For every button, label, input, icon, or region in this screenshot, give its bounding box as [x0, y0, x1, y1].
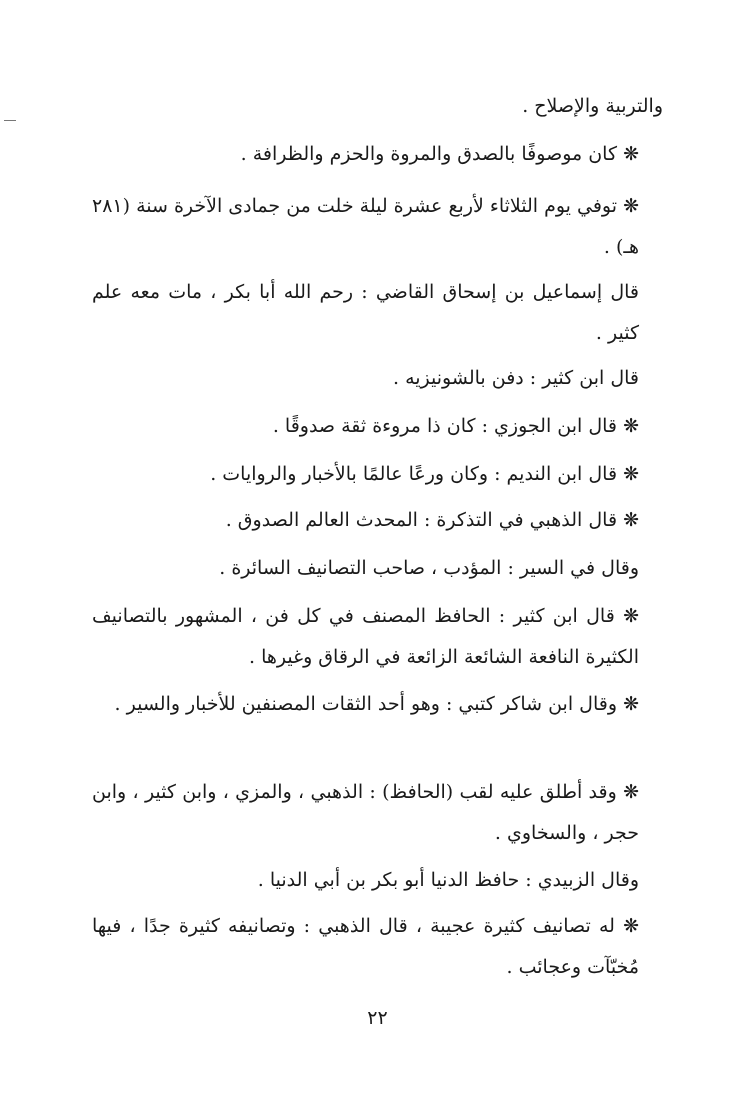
- paragraph: [92, 684, 663, 725]
- margin-mark: [4, 120, 16, 121]
- asterisk-icon: ❋: [623, 693, 639, 715]
- paragraph: [92, 134, 663, 175]
- asterisk-icon: ❋: [623, 509, 639, 531]
- paragraph-text: وقال في السير : المؤدب ، صاحب التصانيف السائرة .: [219, 557, 639, 579]
- paragraph: [92, 406, 663, 447]
- paragraph: [92, 860, 663, 901]
- paragraph: [92, 272, 663, 354]
- asterisk-icon: ❋: [623, 781, 639, 803]
- paragraph-text: وقد أطلق عليه لقب (الحافظ) : الذهبي ، والمزي ، وابن كثير ، وابن حجر ، والسخاوي .: [92, 781, 639, 844]
- paragraph-text: وقال ابن شاكر كتبي : وهو أحد الثقات المصنفين للأخبار والسير .: [114, 693, 618, 715]
- paragraph-text: قال ابن كثير : دفن بالشونيزيه .: [393, 367, 639, 389]
- paragraph-text: قال ابن الجوزي : كان ذا مروءة ثقة صدوقًا .: [272, 415, 618, 437]
- paragraph: [92, 186, 663, 268]
- paragraph-text: قال إسماعيل بن إسحاق القاضي : رحم الله أبا بكر ، مات معه علم كثير .: [92, 281, 639, 344]
- paragraph: [92, 86, 663, 127]
- paragraph: [92, 500, 663, 541]
- asterisk-icon: ❋: [623, 915, 639, 937]
- asterisk-icon: ❋: [623, 415, 639, 437]
- page-number: ٢٢: [367, 1007, 388, 1029]
- paragraph: [92, 596, 663, 678]
- paragraph-text: قال ابن النديم : وكان ورعًا عالمًا بالأخبار والروايات .: [210, 463, 618, 485]
- asterisk-icon: ❋: [623, 195, 639, 217]
- paragraph-text: توفي يوم الثلاثاء لأربع عشرة ليلة خلت من جمادى الآخرة سنة (٢٨١ هـ) .: [92, 195, 639, 258]
- paragraph-text: قال ابن كثير : الحافظ المصنف في كل فن ، المشهور بالتصانيف الكثيرة النافعة الشائعة الزائعة في الرقاق وغيرها .: [92, 605, 639, 668]
- paragraph-text: كان موصوفًا بالصدق والمروة والحزم والظرافة .: [240, 143, 618, 165]
- paragraph-text: وقال الزبيدي : حافظ الدنيا أبو بكر بن أبي الدنيا .: [257, 869, 639, 891]
- paragraph-text: والتربية والإصلاح .: [522, 95, 663, 117]
- asterisk-icon: ❋: [623, 605, 639, 627]
- asterisk-icon: ❋: [623, 143, 639, 165]
- paragraph: [92, 454, 663, 495]
- paragraph: [92, 772, 663, 854]
- paragraph-text: قال الذهبي في التذكرة : المحدث العالم الصدوق .: [225, 509, 618, 531]
- paragraph-text: له تصانيف كثيرة عجيبة ، قال الذهبي : وتصانيفه كثيرة جدًا ، فيها مُخبّآت وعجائب .: [92, 915, 639, 978]
- paragraph: [92, 906, 663, 988]
- paragraph: [92, 548, 663, 589]
- asterisk-icon: ❋: [623, 463, 639, 485]
- paragraph: [92, 358, 663, 399]
